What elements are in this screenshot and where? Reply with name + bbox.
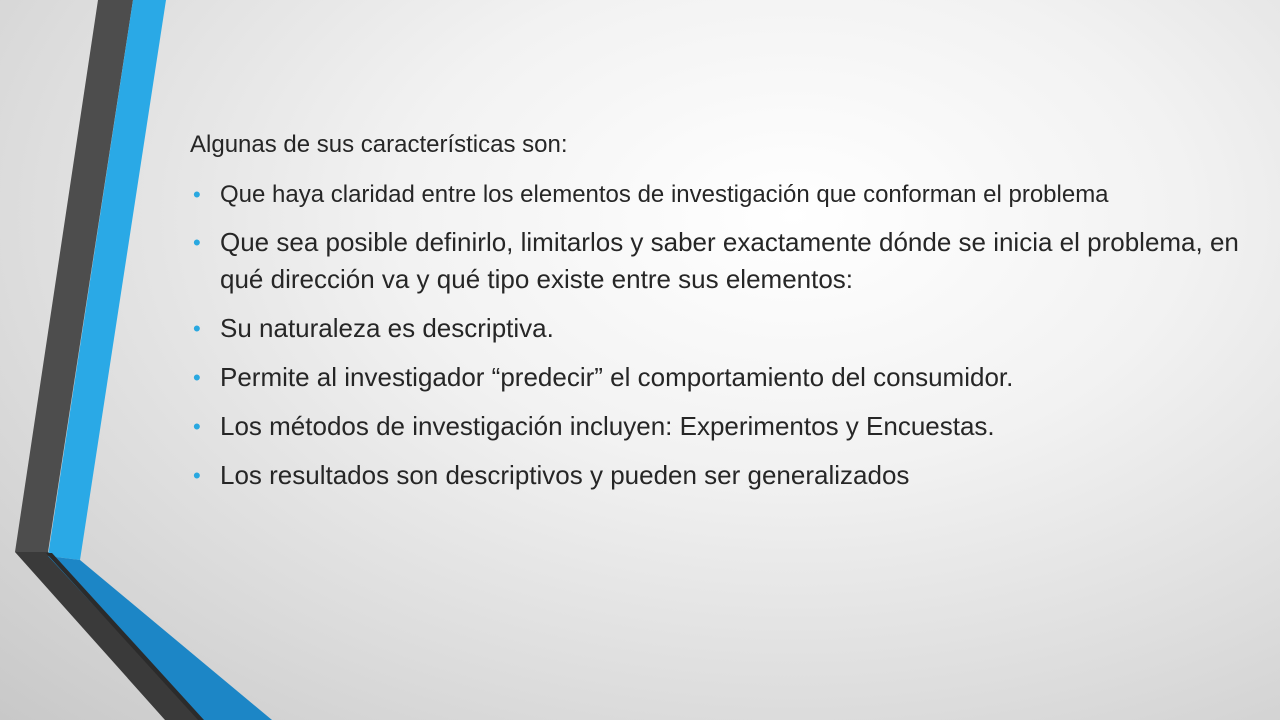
bullet-dot-icon: •: [193, 230, 201, 255]
diagonal-divider-line: [46, 553, 204, 720]
bullet-dot-icon: •: [193, 414, 201, 439]
dark-diagonal-stripe: [15, 552, 200, 720]
bullet-item: [190, 457, 1250, 494]
bullet-item: [190, 178, 1250, 212]
slide-content: [190, 128, 1250, 506]
bullet-text: Los resultados son descriptivos y pueden ser generalizados: [220, 460, 910, 490]
intro-heading: Algunas de sus características son:: [190, 131, 568, 158]
bullet-dot-icon: •: [193, 365, 201, 390]
bullet-text: Que haya claridad entre los elementos de investigación que conforman el problema: [220, 181, 1109, 208]
bullet-dot-icon: •: [193, 316, 201, 341]
bullet-item: [190, 359, 1250, 396]
bullet-item: [190, 224, 1250, 298]
bullet-item: [190, 408, 1250, 445]
bullet-text: Que sea posible definirlo, limitarlos y saber exactamente dónde se inicia el problema, en qué dirección va y qué tipo existe entre sus elementos:: [220, 227, 1239, 294]
bullet-dot-icon: •: [193, 463, 201, 488]
bullet-item: [190, 310, 1250, 347]
bullet-text: Los métodos de investigación incluyen: Experimentos y Encuestas.: [220, 411, 995, 441]
bullet-text: Su naturaleza es descriptiva.: [220, 313, 554, 343]
bullet-list: [190, 178, 1250, 494]
bullet-dot-icon: •: [193, 182, 201, 207]
bullet-text: Permite al investigador “predecir” el comportamiento del consumidor.: [220, 362, 1014, 392]
